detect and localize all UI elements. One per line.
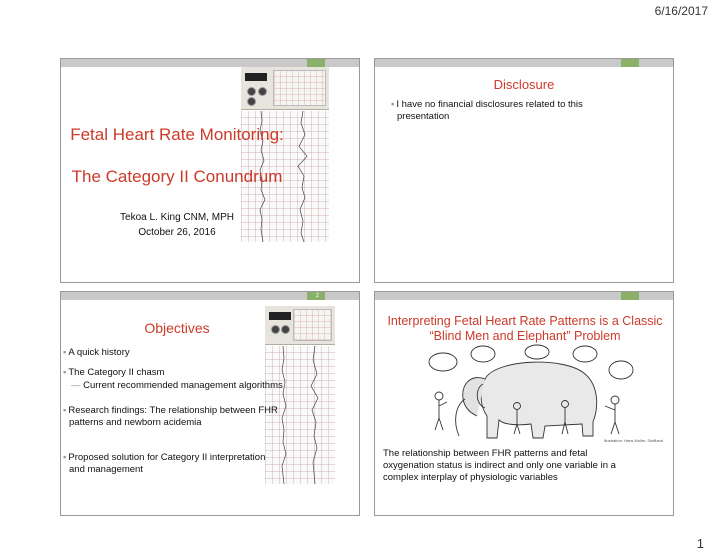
bullet-continuation: presentation <box>397 111 450 122</box>
presentation-title-line1: Fetal Heart Rate Monitoring: <box>70 125 284 144</box>
page-date: 6/16/2017 <box>654 4 708 18</box>
slide-3-objectives <box>60 291 360 516</box>
author-name: Tekoa L. King CNM, MPH <box>120 212 234 223</box>
slide-1-title <box>60 58 360 283</box>
bullet-icon: ▪ <box>63 367 67 378</box>
monitor-device-image <box>265 306 335 345</box>
slide-header-bar <box>61 292 359 300</box>
bullet-item: ▪ The Category II chasm <box>63 367 165 378</box>
slide-2-disclosure <box>374 58 674 283</box>
bullet-item: ▪ I have no financial disclosures related to this <box>391 99 583 110</box>
sub-bullet-item: — Current recommended management algorithms <box>71 380 283 391</box>
bullet-item: ▪ Research findings: The relationship between FHR <box>63 405 278 416</box>
bullet-icon: ▪ <box>63 347 67 358</box>
slide-number: 2 <box>315 293 319 299</box>
body-text-line: oxygenation status is indirect and only one variable in a <box>383 460 616 471</box>
dash-icon: — <box>71 380 84 391</box>
body-text-line: The relationship between FHR patterns and fetal <box>383 448 588 459</box>
bullet-icon: ▪ <box>63 452 67 463</box>
bullet-item: ▪ A quick history <box>63 347 130 358</box>
page-number: 1 <box>696 536 704 551</box>
presentation-date: October 26, 2016 <box>138 227 216 238</box>
body-text-line: complex interplay of physiologic variables <box>383 472 558 483</box>
blind-men-elephant-illustration <box>425 344 635 444</box>
slide-header-bar <box>375 59 673 67</box>
bullet-icon: ▪ <box>63 405 67 416</box>
bullet-item: ▪ Proposed solution for Category II interpretation <box>63 452 266 463</box>
monitor-device-image <box>241 67 329 110</box>
slide-title: Objectives <box>144 320 210 336</box>
bullet-continuation: and management <box>69 464 143 475</box>
bullet-continuation: patterns and newborn acidemia <box>69 417 202 428</box>
slide-title: Disclosure <box>493 77 555 92</box>
fetal-monitor-photo <box>265 306 335 484</box>
slide-4-blind-men-elephant <box>374 291 674 516</box>
slide-header-bar <box>61 59 359 67</box>
illustration-credit: Illustration: Hans Moller, Sintfland <box>603 438 663 443</box>
slide-title-line1: Interpreting Fetal Heart Rate Patterns is a Classic <box>387 314 663 328</box>
bullet-icon: ▪ <box>391 99 395 110</box>
slide-header-bar <box>375 292 673 300</box>
slide-title-line2: “Blind Men and Elephant” Problem <box>429 329 621 343</box>
presentation-title-line2: The Category II Conundrum <box>71 167 283 186</box>
